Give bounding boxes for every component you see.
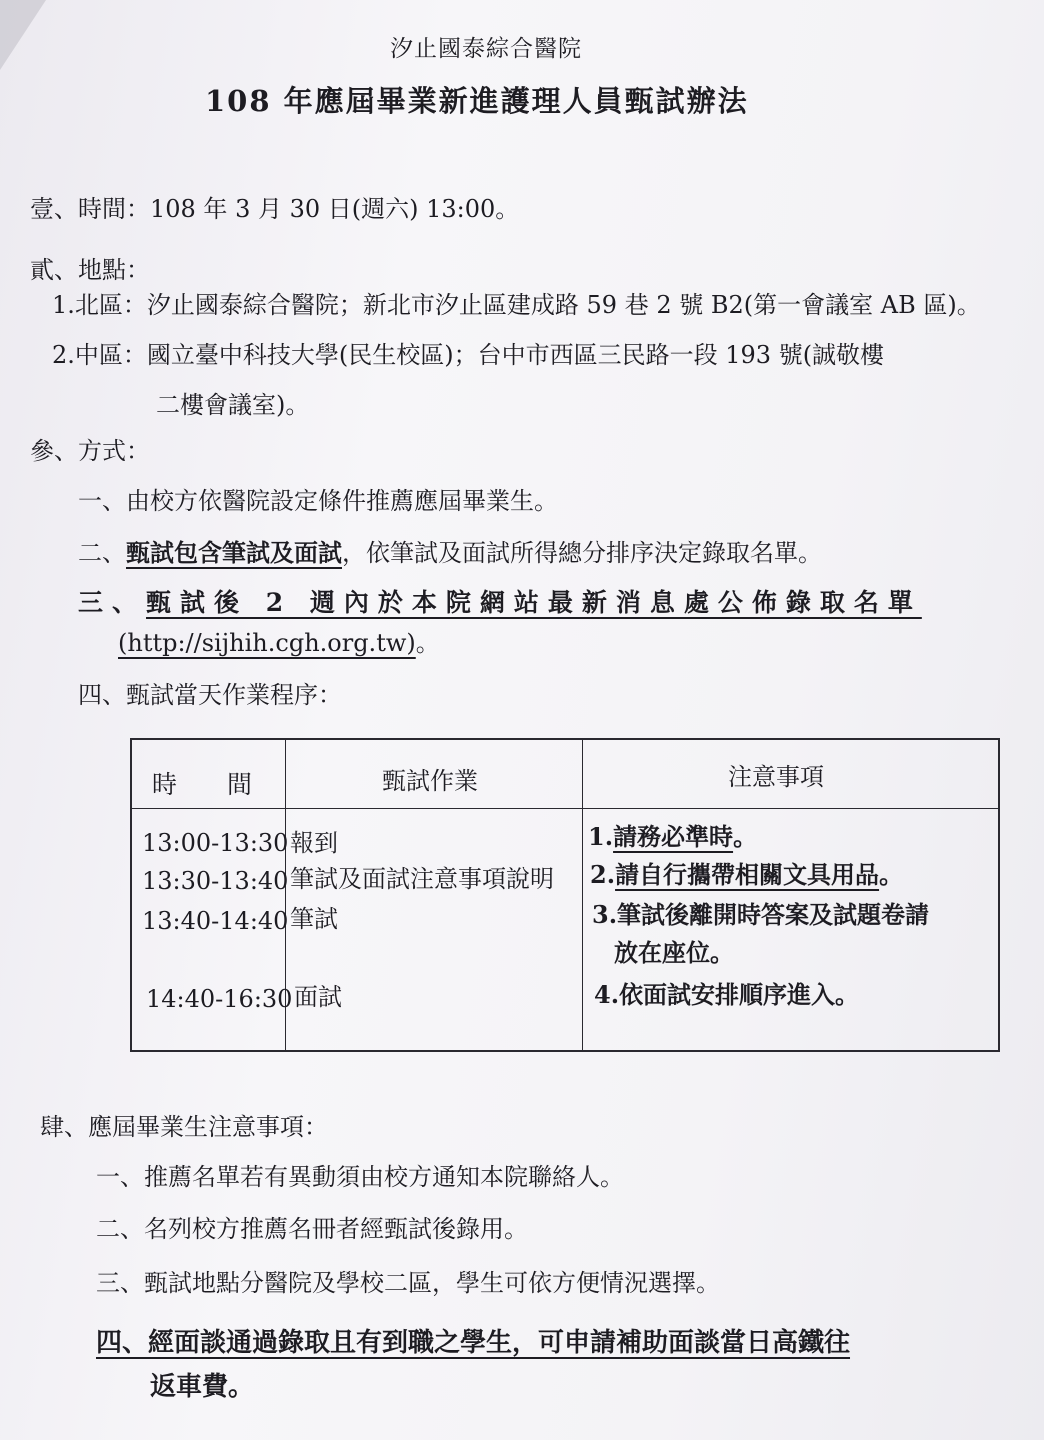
method-item-3-emphasis: 甄試後 2 週內於本院網站最新消息處公佈錄取名單 [146, 588, 922, 617]
note-2-end: 。 [879, 860, 904, 889]
location-central-line1: 2.中區：國立臺中科技大學(民生校區)；台中市西區三民路一段 193 號(誠敬樓 [52, 341, 885, 369]
note-1-number: 1. [588, 822, 614, 851]
hospital-website-link[interactable]: (http://sijhih.cgh.org.tw) [118, 629, 416, 657]
header-time: 時 間 [152, 770, 253, 799]
note-3-line1: 3.筆試後離開時答案及試題卷請 [592, 900, 930, 929]
schedule-table [130, 738, 998, 1050]
notice-item-4-line2: 返車費。 [150, 1372, 255, 1402]
notice-item-4-line1: 四、經面談通過錄取且有到職之學生，可申請補助面談當日高鐵往 [96, 1328, 851, 1358]
section-location-heading: 貳、地點： [30, 256, 150, 284]
method-item-3-url-line [118, 628, 440, 658]
page-corner-shadow [0, 0, 46, 70]
table-header-divider [130, 808, 998, 809]
table-col-divider-2 [582, 738, 583, 1050]
note-4: 4.依面試安排順序進入。 [594, 980, 860, 1009]
method-item-1: 一、由校方依醫院設定條件推薦應屆畢業生。 [78, 487, 558, 515]
method-item-2-rest: ，依筆試及面試所得總分排序決定錄取名單。 [342, 539, 822, 567]
note-1 [588, 822, 757, 852]
row-time-1: 13:00-13:30 [142, 829, 289, 857]
row-task-1: 報到 [290, 829, 338, 857]
location-north: 1.北區：汐止國泰綜合醫院；新北市汐止區建成路 59 巷 2 號 B2(第一會議室 AB 區)。 [52, 291, 981, 319]
method-item-2-emphasis: 甄試包含筆試及面試 [126, 538, 342, 567]
section-method-heading: 參、方式： [30, 437, 150, 465]
header-notes: 注意事項 [728, 763, 824, 791]
notice-item-3: 三、甄試地點分醫院及學校二區，學生可依方便情況選擇。 [96, 1269, 720, 1297]
note-1-end: 。 [733, 822, 758, 851]
location-central-line2: 二樓會議室)。 [156, 391, 310, 419]
method-item-4: 四、甄試當天作業程序： [78, 681, 342, 709]
row-time-4: 14:40-16:30 [146, 985, 293, 1013]
notice-item-1: 一、推薦名單若有異動須由校方通知本院聯絡人。 [96, 1163, 624, 1191]
row-task-2: 筆試及面試注意事項說明 [290, 865, 554, 893]
note-2-text: 請自行攜帶相關文具用品 [615, 860, 880, 889]
row-task-4: 面試 [294, 983, 342, 1011]
row-time-2: 13:30-13:40 [142, 867, 289, 895]
hospital-name: 汐止國泰綜合醫院 [390, 36, 582, 62]
document-title: 108 年應屆畢業新進護理人員甄試辦法 [205, 84, 749, 118]
header-task: 甄試作業 [382, 767, 478, 795]
method-item-3 [78, 588, 922, 618]
section-time: 壹、時間：108 年 3 月 30 日(週六) 13:00。 [30, 195, 520, 223]
note-1-text: 請務必準時 [613, 822, 734, 851]
note-3-line2: 放在座位。 [614, 938, 734, 967]
notice-item-2: 二、名列校方推薦名冊者經甄試後錄用。 [96, 1215, 528, 1243]
method-item-3-end: 。 [415, 629, 440, 657]
method-item-2 [78, 538, 822, 568]
note-2-number: 2. [590, 860, 616, 889]
method-item-2-prefix: 二、 [78, 539, 126, 567]
section-notice-heading: 肆、應屆畢業生注意事項： [40, 1113, 328, 1141]
row-task-3: 筆試 [290, 905, 338, 933]
row-time-3: 13:40-14:40 [142, 907, 289, 935]
method-item-3-prefix: 三、 [78, 588, 147, 617]
note-2 [590, 860, 903, 890]
